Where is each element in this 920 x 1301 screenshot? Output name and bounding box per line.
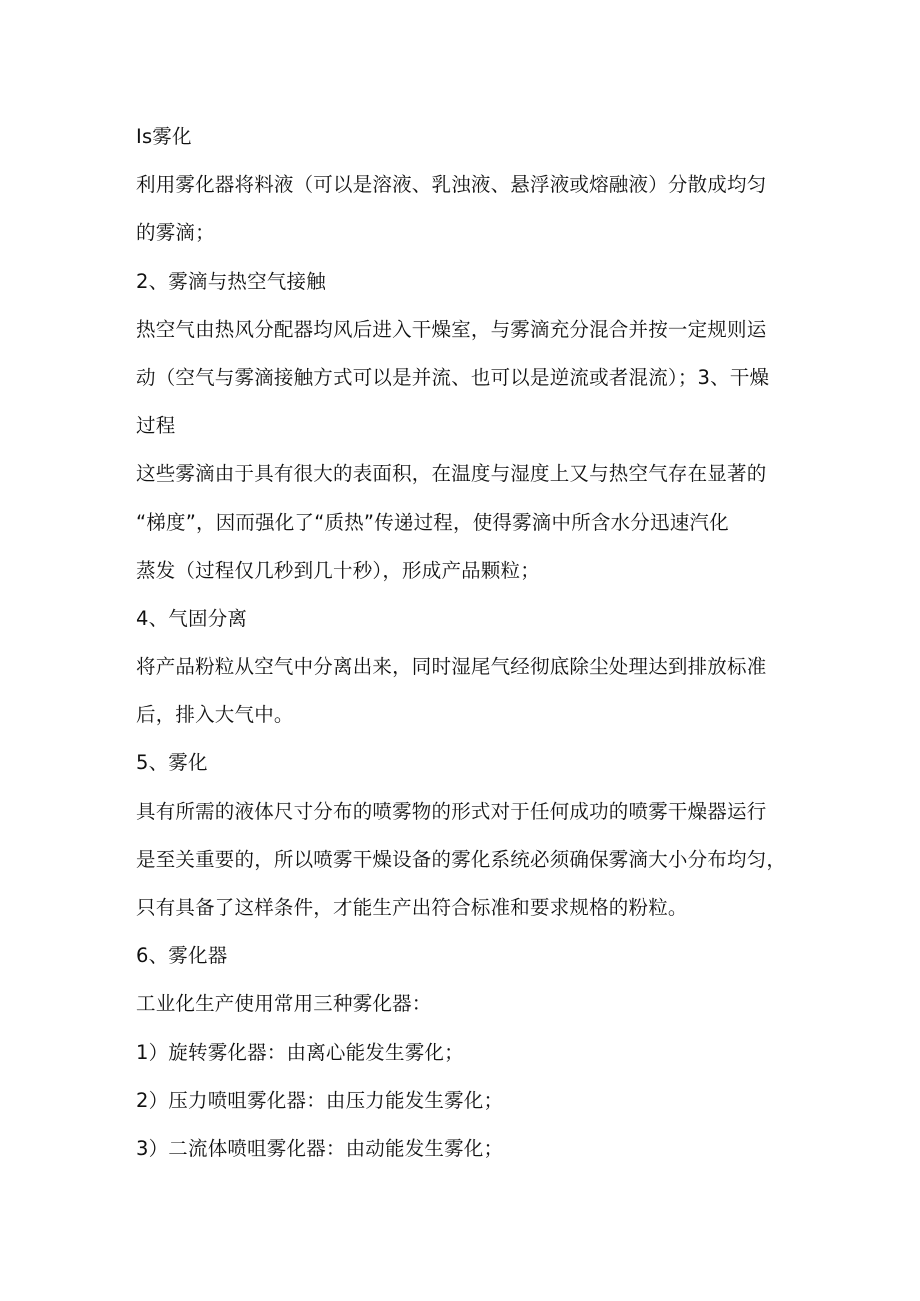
paragraph-line: 过程 — [136, 414, 176, 438]
paragraph-line: 动（空气与雾滴接触方式可以是并流、也可以是逆流或者混流）；3、干燥 — [136, 365, 770, 389]
section-heading-atomization: Is雾化 — [136, 125, 192, 148]
document-body — [136, 113, 796, 1173]
paragraph-line: 将产品粉粒从空气中分离出来，同时湿尾气经彻底除尘处理达到排放标准 — [136, 655, 767, 679]
paragraph-line: 蒸发（过程仅几秒到几十秒），形成产品颗粒； — [136, 558, 540, 582]
list-item: 1）旋转雾化器：由离心能发生雾化； — [136, 1040, 464, 1064]
section-heading-atomizer: 6、雾化器 — [136, 944, 228, 968]
paragraph-line: 只有具备了这样条件，才能生产出符合标准和要求规格的粉粒。 — [136, 896, 688, 919]
paragraph-line: 具有所需的液体尺寸分布的喷雾物的形式对于任何成功的喷雾干燥器运行 — [136, 799, 767, 823]
section-heading-contact: 2、雾滴与热空气接触 — [136, 269, 326, 293]
paragraph-line: 的雾滴； — [136, 221, 215, 245]
paragraph-line: 工业化生产使用常用三种雾化器： — [136, 992, 432, 1016]
list-item: 2）压力喷咀雾化器：由压力能发生雾化； — [136, 1088, 504, 1112]
paragraph-line: 后，排入大气中。 — [136, 703, 294, 727]
paragraph-line: “梯度”，因而强化了“质热”传递过程，使得雾滴中所含水分迅速汽化 — [136, 510, 729, 534]
paragraph-line: 是至关重要的，所以喷雾干燥设备的雾化系统必须确保雾滴大小分布均匀， — [136, 847, 787, 871]
section-heading-separation: 4、气固分离 — [136, 606, 248, 630]
paragraph-line: 热空气由热风分配器均风后进入干燥室，与雾滴充分混合并按一定规则运 — [136, 317, 767, 341]
paragraph-line: 这些雾滴由于具有很大的表面积，在温度与湿度上又与热空气存在显著的 — [136, 462, 767, 486]
paragraph-line: 利用雾化器将料液（可以是溶液、乳浊液、悬浮液或熔融液）分散成均匀 — [136, 173, 767, 197]
list-item: 3）二流体喷咀雾化器：由动能发生雾化； — [136, 1136, 504, 1160]
section-heading-atomization-2: 5、雾化 — [136, 751, 208, 775]
